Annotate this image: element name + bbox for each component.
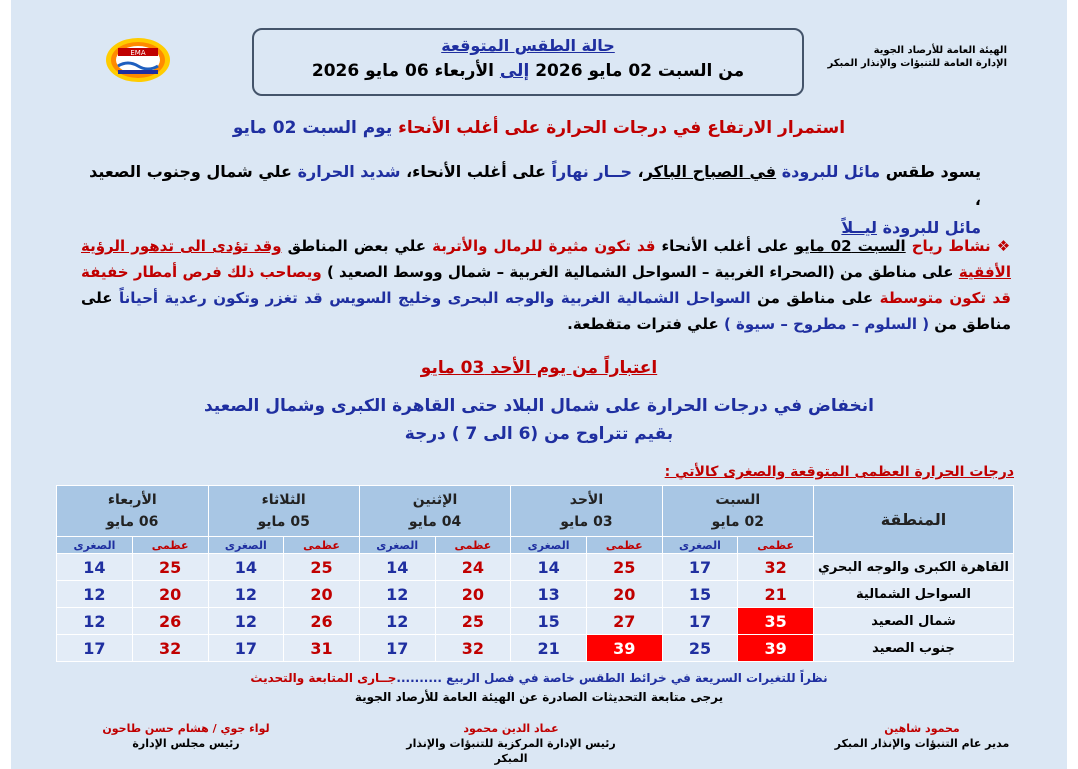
org-line-2: الإدارة العامة للتنبؤات والإنذار المبكر [827,58,1007,69]
forecast-early-morning: في الصباح الباكر [643,162,777,181]
org-line-1: الهيئة العامة للأرصاد الجوية [873,45,1007,56]
forecast-upper-egypt: علي شمال وجنوب الصعيد ، [89,162,981,209]
max-cell: 25 [435,608,511,635]
max-label: عظمى [132,537,208,554]
max-label: عظمى [586,537,662,554]
day-header: الأربعاء 06 مايو [57,486,209,537]
day-header: الثلاثاء 05 مايو [208,486,359,537]
signature-director [832,721,1012,751]
min-cell: 14 [359,554,435,581]
min-cell: 12 [208,608,284,635]
headline-day: يوم السبت 02 مايو [232,118,393,138]
rain-intermittent: علي فترات متقطعة. [567,315,719,333]
region-header: المنطقة [814,486,1014,554]
winds-regions-lead: على مناطق من [840,263,954,281]
max-cell: 27 [586,608,662,635]
range-to: الأربعاء 06 مايو 2026 [311,61,494,81]
max-cell-hot: 39 [738,635,814,662]
min-cell: 15 [662,581,738,608]
max-cell: 20 [435,581,511,608]
thunder-regions-lead: على مناطق من [81,289,1011,333]
update-note-text: نظراً للتغيرات السريعة في خرائط الطقس خاصة في فصل الربيع .......... [396,671,828,685]
winds-some-areas: علي بعض المناطق [287,237,427,255]
min-cell: 12 [359,608,435,635]
max-cell: 20 [586,581,662,608]
min-cell: 17 [208,635,284,662]
section-title: اعتباراً من يوم الأحد 03 مايو [420,358,658,378]
follow-note: يرجى متابعة التحديثات الصادرة عن الهيئة العامة للأرصاد الجوية [354,690,724,704]
min-cell: 14 [511,554,587,581]
max-cell-hot: 39 [586,635,662,662]
logo-text: EMA [130,49,146,57]
temperature-drop-range: بقيم تتراوح من (6 الى 7 ) درجة [404,424,674,444]
rain-regions: السواحل الشمالية الغربية والوجه البحرى وخليج السويس [329,289,751,307]
signature-name: عماد الدين محمود [463,722,559,735]
forecast-hot-day: حــار نهاراً [551,162,633,181]
max-label: عظمى [284,537,360,554]
min-cell: 14 [57,554,133,581]
winds-dust: قد تكون مثيرة للرمال والأتربة [432,237,656,255]
signature-chairman [81,721,291,751]
table-title: درجات الحرارة العظمى المتوقعة والصغرى كالأتي : [664,464,1014,480]
table-row [57,581,1014,608]
rain-chance: ويصاحب ذلك فرص أمطار خفيفة قد تكون متوسطة [81,263,1011,307]
min-cell: 12 [208,581,284,608]
signature-title: رئيس الإدارة المركزية للتنبؤات والإنذار المبكر [406,737,616,765]
forecast-cool-morning: مائل للبرودة [781,162,881,181]
min-label: الصغرى [359,537,435,554]
rain-regions-lead: على مناطق من [757,289,874,307]
signature-title: رئيس مجلس الإدارة [132,737,240,750]
signature-central [391,721,631,766]
max-label: عظمى [435,537,511,554]
headline [11,118,1067,138]
range-to-word: إلى [499,61,530,81]
region-cell: جنوب الصعيد [814,635,1014,662]
forecast-comma: ، [637,162,644,181]
signature-name: محمود شاهين [884,722,960,735]
ema-logo [104,36,172,84]
max-label: عظمى [738,537,814,554]
winds-visibility: وقد تؤدى الى تدهور الرؤية الأفقية [81,237,1011,281]
min-label: الصغرى [511,537,587,554]
min-cell: 13 [511,581,587,608]
winds-most-areas: على أغلب الأنحاء [661,237,789,255]
min-cell: 17 [662,608,738,635]
signature-title: مدير عام التنبؤات والإنذار المبكر [834,737,1010,750]
region-cell: القاهرة الكبرى والوجه البحري [814,554,1014,581]
region-cell: السواحل الشمالية [814,581,1014,608]
update-note-follow: جــارى المتابعة والتحديث [250,671,397,685]
max-cell: 31 [284,635,360,662]
title-box [252,28,804,96]
forecast-most-areas: على أغلب الأنحاء، [406,162,546,181]
bullet-icon: ❖ [996,237,1011,255]
day-header: الإثنين 04 مايو [359,486,510,537]
min-cell: 12 [57,608,133,635]
max-cell: 21 [738,581,814,608]
winds-paragraph [81,233,1011,337]
section-body [11,392,1067,448]
min-cell: 17 [359,635,435,662]
min-label: الصغرى [662,537,738,554]
max-cell: 32 [738,554,814,581]
max-cell: 25 [586,554,662,581]
rain-thunder: قد تغزر وتكون رعدية أحياناً [119,289,323,307]
min-label: الصغرى [57,537,133,554]
day-header: الأحد 03 مايو [511,486,662,537]
winds-day: السبت 02 مايو [794,237,906,255]
min-cell: 12 [57,581,133,608]
min-cell: 21 [511,635,587,662]
table-row [57,635,1014,662]
winds-regions: (الصحراء الغربية – السواحل الشمالية الغربية – شمال ووسط الصعيد ) [326,263,835,281]
max-cell: 32 [132,635,208,662]
organization-name [807,44,1007,70]
max-cell: 20 [284,581,360,608]
table-row [57,554,1014,581]
thunder-regions: ( السلوم – مطروح – سيوة ) [723,315,930,333]
min-cell: 17 [57,635,133,662]
signature-name: لواء جوي / هشام حسن طاحون [102,722,270,735]
min-cell: 17 [662,554,738,581]
max-cell-hot: 35 [738,608,814,635]
update-note [11,671,1067,685]
forecast-very-hot: شديد الحرارة [297,162,401,181]
max-cell: 24 [435,554,511,581]
region-cell: شمال الصعيد [814,608,1014,635]
max-cell: 25 [132,554,208,581]
max-cell: 20 [132,581,208,608]
max-cell: 26 [132,608,208,635]
min-cell: 12 [359,581,435,608]
date-range [254,61,802,81]
min-label: الصغرى [208,537,284,554]
forecast-text: يسود طقس [885,162,981,181]
min-cell: 25 [662,635,738,662]
bulletin-title: حالة الطقس المتوقعة [441,36,615,55]
bulletin-page [11,0,1067,769]
min-cell: 15 [511,608,587,635]
max-cell: 25 [284,554,360,581]
headline-text: استمرار الارتفاع في درجات الحرارة على أغلب الأنحاء [398,118,846,138]
min-cell: 14 [208,554,284,581]
table-row [57,608,1014,635]
winds-activity: نشاط رياح [911,237,991,255]
forecast-night: ليــلاً [841,218,878,237]
day-header: السبت 02 مايو [662,486,813,537]
max-cell: 26 [284,608,360,635]
forecast-cool-night: مائل للبرودة [882,218,981,237]
temperature-drop: انخفاض في درجات الحرارة على شمال البلاد حتى القاهرة الكبرى وشمال الصعيد [203,396,875,416]
max-cell: 32 [435,635,511,662]
range-from: من السبت 02 مايو 2026 [535,61,745,81]
temperature-table [56,485,1014,662]
forecast-paragraph [81,158,981,242]
